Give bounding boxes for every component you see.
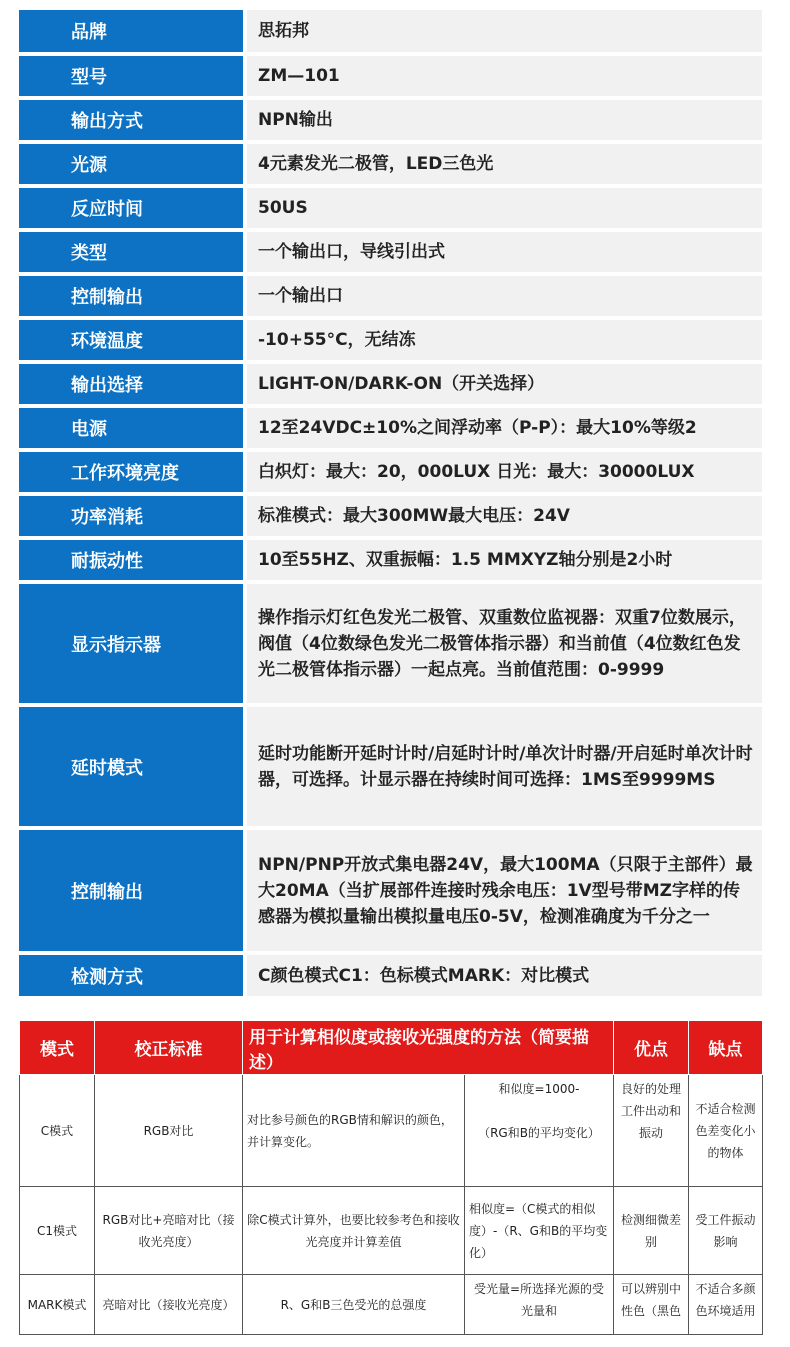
spec-row — [19, 144, 762, 184]
spec-row — [19, 232, 762, 272]
cell-formula: 受光量=所选择光源的受光量和 — [465, 1275, 614, 1335]
table-row — [20, 1075, 763, 1187]
spec-value: 10至55HZ、双重振幅：1.5 MMXYZ轴分别是2小时 — [247, 540, 762, 580]
spec-label: 控制输出 — [19, 276, 243, 316]
cell-standard: RGB对比+亮暗对比（接收光亮度） — [95, 1187, 243, 1275]
spec-value: NPN输出 — [247, 100, 762, 140]
spec-label: 检测方式 — [19, 955, 243, 996]
spec-row — [19, 452, 762, 492]
cell-pro: 检测细微差别 — [614, 1187, 689, 1275]
spec-label: 型号 — [19, 56, 243, 96]
spec-label: 类型 — [19, 232, 243, 272]
spec-row — [19, 496, 762, 536]
spec-value: 延时功能断开延时计时/启延时计时/单次计时器/开启延时单次计时器，可选择。计显示器在持续时间可选择：1MS至9999MS — [247, 707, 762, 826]
cell-con: 受工件振动影响 — [689, 1187, 763, 1275]
spec-value: 50US — [247, 188, 762, 228]
header-pro: 优点 — [614, 1021, 689, 1075]
spec-value: ZM—101 — [247, 56, 762, 96]
cell-standard: 亮暗对比（接收光亮度） — [95, 1275, 243, 1335]
spec-row — [19, 955, 762, 996]
cell-mode: C1模式 — [20, 1187, 95, 1275]
cell-mode: MARK模式 — [20, 1275, 95, 1335]
table-header-row — [20, 1021, 763, 1075]
spec-label: 耐振动性 — [19, 540, 243, 580]
spec-row — [19, 56, 762, 96]
cell-method: R、G和B三色受光的总强度 — [243, 1275, 465, 1335]
spec-row — [19, 276, 762, 316]
spec-value: C颜色模式C1：色标模式MARK：对比模式 — [247, 955, 762, 996]
cell-standard: RGB对比 — [95, 1075, 243, 1187]
table-row — [20, 1275, 763, 1335]
spec-label: 反应时间 — [19, 188, 243, 228]
spec-row — [19, 320, 762, 360]
spec-value: 一个输出口，导线引出式 — [247, 232, 762, 272]
spec-label: 工作环境亮度 — [19, 452, 243, 492]
spec-value: 一个输出口 — [247, 276, 762, 316]
spec-label: 光源 — [19, 144, 243, 184]
spec-row — [19, 408, 762, 448]
spec-value: 标准模式：最大300MW最大电压：24V — [247, 496, 762, 536]
spec-row — [19, 830, 762, 951]
spec-row — [19, 364, 762, 404]
spec-value: NPN/PNP开放式集电器24V，最大100MA（只限于主部件）最大20MA（当扩展部件连接时残余电压：1V型号带MZ字样的传感器为模拟量输出模拟量电压0-5V，检测准确度为千分之一 — [247, 830, 762, 951]
spec-row — [19, 584, 762, 703]
spec-label: 电源 — [19, 408, 243, 448]
spec-label: 输出方式 — [19, 100, 243, 140]
spec-value: -10+55°C，无结冻 — [247, 320, 762, 360]
cell-con: 不适合检测色差变化小的物体 — [689, 1075, 763, 1187]
spec-row — [19, 540, 762, 580]
spec-label: 品牌 — [19, 10, 243, 52]
spec-label: 功率消耗 — [19, 496, 243, 536]
spec-value: LIGHT-ON/DARK-ON（开关选择） — [247, 364, 762, 404]
spec-value: 思拓邦 — [247, 10, 762, 52]
spec-value: 操作指示灯红色发光二极管、双重数位监视器：双重7位数展示，阀值（4位数绿色发光二极管体指示器）和当前值（4位数红色发光二极管体指示器）一起点亮。当前值范围：0-9999 — [247, 584, 762, 703]
spec-row — [19, 707, 762, 826]
header-con: 缺点 — [689, 1021, 763, 1075]
cell-pro: 可以辨别中性色（黑色 — [614, 1275, 689, 1335]
header-method: 用于计算相似度或接收光强度的方法（简要描述） — [243, 1021, 614, 1075]
cell-method: 除C模式计算外，也要比较参考色和接收光亮度并计算差值 — [243, 1187, 465, 1275]
header-mode: 模式 — [20, 1021, 95, 1075]
spec-value: 12至24VDC±10%之间浮动率（P-P）：最大10%等级2 — [247, 408, 762, 448]
cell-formula: 相似度=（C模式的相似度）-（R、G和B的平均变化） — [465, 1187, 614, 1275]
spec-value: 白炽灯：最大：20，000LUX 日光：最大：30000LUX — [247, 452, 762, 492]
spec-row — [19, 188, 762, 228]
header-standard: 校正标准 — [95, 1021, 243, 1075]
spec-row — [19, 100, 762, 140]
spec-row — [19, 10, 762, 52]
spec-label: 延时模式 — [19, 707, 243, 826]
spec-label: 控制输出 — [19, 830, 243, 951]
table-row — [20, 1187, 763, 1275]
cell-mode: C模式 — [20, 1075, 95, 1187]
spec-label: 显示指示器 — [19, 584, 243, 703]
spec-value: 4元素发光二极管，LED三色光 — [247, 144, 762, 184]
cell-method: 对比参号颜色的RGB情和解识的颜色，并计算变化。 — [243, 1075, 465, 1187]
cell-con: 不适合多颜色环境适用 — [689, 1275, 763, 1335]
cell-formula: 和似度=1000- （RG和B的平均变化） — [465, 1075, 614, 1187]
spec-label: 输出选择 — [19, 364, 243, 404]
spec-label: 环境温度 — [19, 320, 243, 360]
cell-pro: 良好的处理工件出动和振动 — [614, 1075, 689, 1187]
mode-comparison-table — [19, 1020, 763, 1335]
